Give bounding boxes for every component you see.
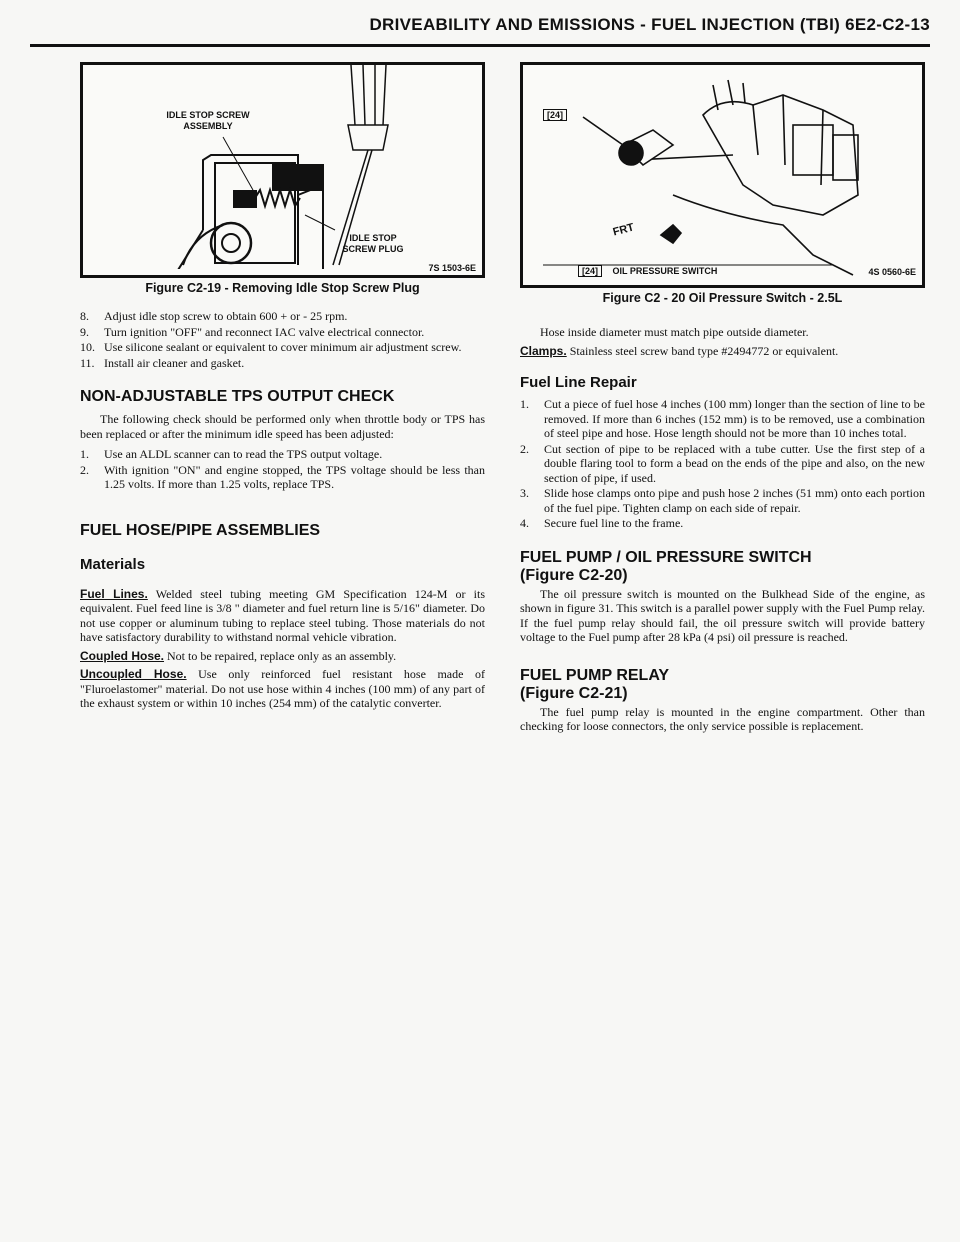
front-direction-label: FRT	[611, 221, 636, 239]
idle-stop-screw-assembly-label: IDLE STOP SCREW ASSEMBLY	[166, 110, 250, 131]
figure-caption: Figure C2-19 - Removing Idle Stop Screw Plug	[145, 281, 420, 295]
section-heading-tps: NON-ADJUSTABLE TPS OUTPUT CHECK	[80, 388, 395, 405]
right-column	[520, 62, 925, 738]
figure-idle-stop-screw	[80, 62, 485, 278]
tps-steps	[80, 447, 485, 492]
fuel-line-repair-steps	[520, 397, 925, 531]
list-item: 3. Slide hose clamps onto pipe and push hose 2 inches (51 mm) onto each portion of the fuel pipe. Tighten clamp on each side of repair.	[520, 486, 925, 515]
list-item: 4. Secure fuel line to the frame.	[520, 516, 684, 530]
figure-callout: [24]	[543, 105, 567, 123]
section-heading-relay: FUEL PUMP RELAY	[520, 666, 670, 684]
clamps-paragraph: Clamps. Stainless steel screw band type #2494772 or equivalent.	[520, 343, 839, 358]
section-subheading-relay: (Figure C2-21)	[520, 684, 628, 702]
fuel-lines-paragraph: Fuel Lines. Welded steel tubing meeting GM Specification 124-M or its equivalent. Fuel feed line is 3/8 " diameter and fuel return line is 5/16" diameter. Do not use copper or aluminum tubing to replace steel tubing. Those materials do not have satisfactory durability to withstand normal vehicle vibration.	[80, 586, 486, 644]
list-item: 2. With ignition "ON" and engine stopped, the TPS voltage should be less than 1.25 volts. If more than 1.25 volts, replace TPS.	[80, 462, 485, 491]
materials-heading: Materials	[80, 555, 146, 573]
pump-switch-paragraph: The oil pressure switch is mounted on the Bulkhead Side of the engine, as shown in figure 31. This switch is a parallel power supply with the Fuel Pump relay. If the fuel pump relay should fail, the oil pressure switch will provide battery voltage to the Fuel pump after 28 kPa (4 psi) oil pressure is reached.	[520, 586, 925, 644]
left-column	[80, 62, 485, 715]
idle-adjust-steps	[80, 309, 485, 370]
idle-stop-screw-plug-label: IDLE STOP SCREW PLUG	[342, 233, 404, 254]
list-item: 1. Use an ALDL scanner can to read the TPS output voltage.	[80, 447, 383, 461]
section-heading-hose: FUEL HOSE/PIPE ASSEMBLIES	[80, 521, 321, 539]
list-item: 10. Use silicone sealant or equivalent to cover minimum air adjustment screw.	[80, 340, 462, 354]
list-item: 8. Adjust idle stop screw to obtain 600 + or - 25 rpm.	[80, 309, 348, 323]
figure-legend: [24] OIL PRESSURE SWITCH	[578, 265, 717, 277]
figure-code: 4S 0560-6E	[868, 267, 916, 277]
list-item: 1. Cut a piece of fuel hose 4 inches (100 mm) longer than the section of line to be removed. If more than 6 inches (152 mm) is to be removed, use a combination of steel pipe and hose. Hose length should not be more than 10 inches total.	[520, 397, 925, 440]
figure-oil-pressure-switch	[520, 62, 925, 288]
hose-diameter-paragraph: Hose inside diameter must match pipe outside diameter.	[540, 325, 809, 339]
fuel-line-repair-heading: Fuel Line Repair	[520, 374, 637, 391]
section-heading-pump-switch: FUEL PUMP / OIL PRESSURE SWITCH	[520, 548, 812, 566]
relay-paragraph: The fuel pump relay is mounted in the engine compartment. Other than checking for loose connectors, the only service possible is replacement.	[520, 704, 925, 733]
list-item: 2. Cut section of pipe to be replaced with a tube cutter. Use the first step of a double flaring tool to form a bead on the ends of the pipe and also, on the new section of pipe, if used.	[520, 441, 925, 485]
page-header: DRIVEABILITY AND EMISSIONS - FUEL INJECTION (TBI) 6E2-C2-13	[30, 10, 930, 47]
uncoupled-hose-paragraph: Uncoupled Hose. Use only reinforced fuel resistant hose made of "Fluroelastomer" material. Do not use hose within 4 inches (100 mm) of any part of the exhaust system or within 10 inches (254 mm) of the catalytic converter.	[80, 667, 485, 710]
section-subheading-pump-switch: (Figure C2-20)	[520, 566, 628, 584]
figure-code: 7S 1503-6E	[428, 263, 476, 273]
coupled-hose-paragraph: Coupled Hose. Not to be repaired, replace only as an assembly.	[80, 648, 397, 663]
oil-pressure-switch-illustration	[523, 65, 922, 279]
figure-caption: Figure C2 - 20 Oil Pressure Switch - 2.5L	[602, 291, 843, 305]
list-item: 9. Turn ignition "OFF" and reconnect IAC valve electrical connector.	[80, 324, 425, 339]
list-item: 11. Install air cleaner and gasket.	[80, 355, 245, 370]
tps-intro: The following check should be performed only when throttle body or TPS has been replaced or after the minimum idle speed has been adjusted:	[80, 412, 485, 441]
